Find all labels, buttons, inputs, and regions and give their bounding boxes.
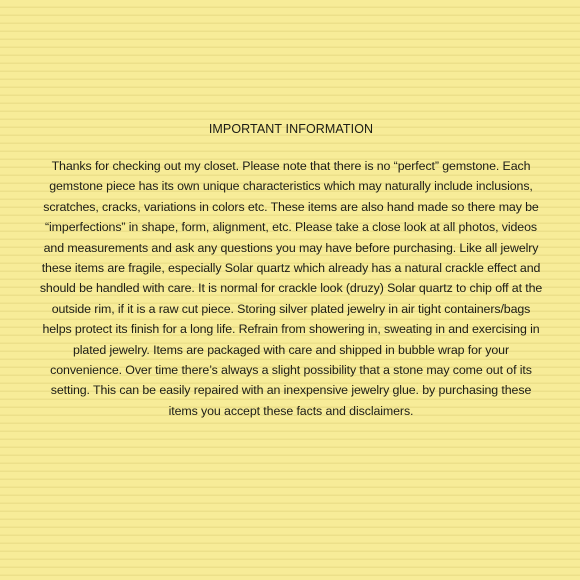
notice-body: Thanks for checking out my closet. Please note that there is no “perfect” gemstone. Each gemstone piece has its own unique characteristics which may naturally include inclusions, scratches, cracks, variations in colors etc. These items are also hand made so there may be “imperfections” in shape, form, alignment, etc. Please take a close look at all photos, videos and measurements and ask any questions you may have before purchasing. Like all jewelry these items are fragile, especially Solar quartz which already has a natural crackle effect and should be handled with care. It is normal for crackle look (druzy) Solar quartz to chip off at the outside rim, if it is a raw cut piece. Storing silver plated jewelry in air tight containers/bags helps protect its finish for a long life. Refrain from showering in, sweating in and exercising in plated jewelry. Items are packaged with care and shipped in bubble wrap for your convenience. Over time there’s always a slight possibility that a stone may come out of its setting. This can be easily repaired with an inexpensive jewelry glue. by purchasing these items you accept these facts and disclaimers. [39, 159, 543, 418]
information-notice [36, 121, 546, 421]
notice-title: IMPORTANT INFORMATION [208, 122, 374, 136]
